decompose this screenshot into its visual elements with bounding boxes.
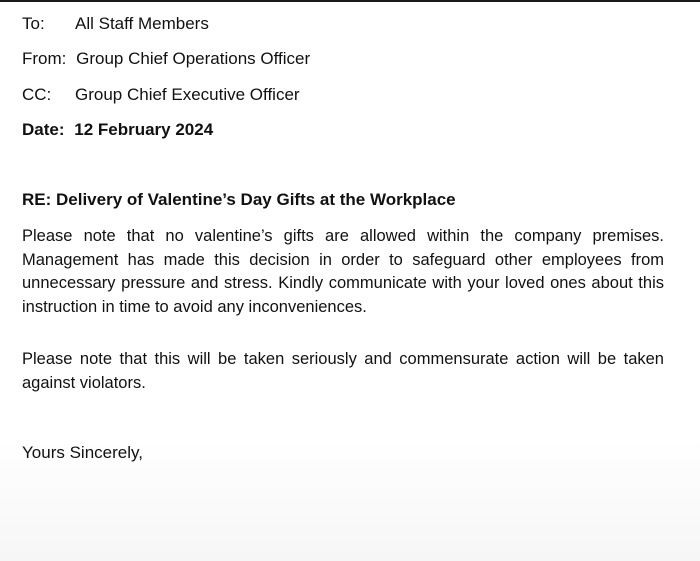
from-label: From:: [22, 49, 67, 68]
date-label: Date:: [22, 120, 65, 139]
from-row: [22, 49, 310, 69]
cc-row: [22, 85, 300, 105]
date-value: 12 February 2024: [74, 120, 214, 139]
body-paragraph-1: Please note that no valentine’s gifts are allowed within the company premises. Management has made this decision in order to safeguard other employees from unnecessary pressure and stress. Kindly communicate with your loved ones about this instruction in time to avoid any inconveniences.: [22, 227, 664, 316]
cc-label: CC:: [22, 85, 52, 104]
date-row: [22, 120, 213, 140]
from-value: Group Chief Operations Officer: [76, 49, 311, 68]
body-paragraph-2: Please note that this will be taken seriously and commensurate action will be taken against violators.: [22, 350, 664, 392]
to-label: To:: [22, 14, 45, 33]
cc-value: Group Chief Executive Officer: [75, 85, 300, 104]
memo-subject: RE: Delivery of Valentine’s Day Gifts at the Workplace: [22, 190, 456, 209]
signoff: Yours Sincerely,: [22, 443, 143, 462]
to-row: [22, 14, 209, 34]
to-value: All Staff Members: [75, 14, 209, 33]
